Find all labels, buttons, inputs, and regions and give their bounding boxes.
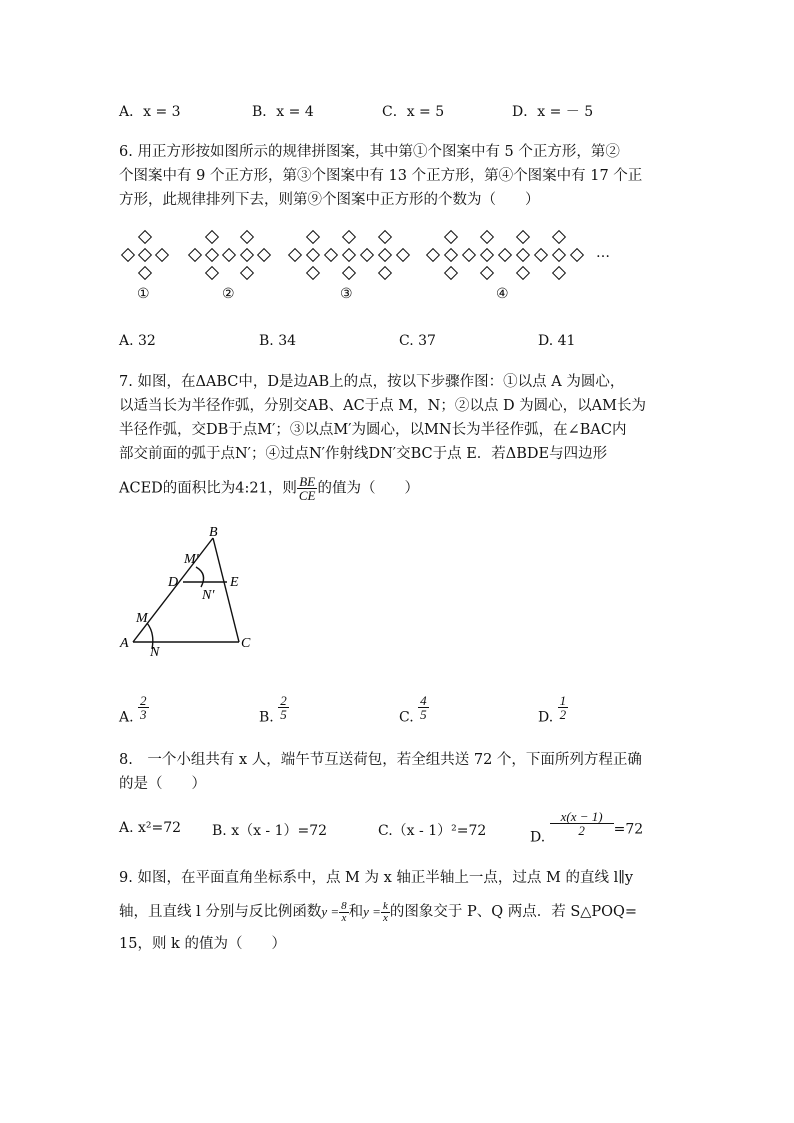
- square-shape: [378, 230, 392, 244]
- square-shape: [240, 266, 254, 280]
- q8-line-2: 的是（ ）: [119, 776, 206, 792]
- ellipsis: …: [596, 245, 610, 261]
- ratio-fraction: [297, 475, 318, 502]
- square-shape: [205, 266, 219, 280]
- q8-option-c: C.（x - 1）²=72: [378, 823, 487, 839]
- fraction-denominator: 2: [578, 823, 585, 838]
- square-shape: [378, 266, 392, 280]
- square-shape: [552, 266, 566, 280]
- q6-line-2: 个图案中有 9 个正方形，第③个图案中有 13 个正方形，第④个图案中有 17 个正: [119, 168, 643, 184]
- fraction-numerator: 1: [559, 693, 567, 708]
- ratio-numerator: BE: [297, 475, 318, 489]
- fraction-numerator: 2: [140, 693, 147, 708]
- function-2-fraction: [381, 901, 390, 924]
- square-shape: [444, 230, 458, 244]
- q7-line-3: 半径作弧，交DB于点M′；③以点M′为圆心，以MN长为半径作弧，在∠BAC内: [119, 422, 627, 438]
- square-shape: [306, 248, 320, 262]
- square-shape: [342, 266, 356, 280]
- q6-option-b: B. 34: [259, 333, 297, 349]
- square-shape: [288, 248, 302, 262]
- triangle-figure: [110, 525, 270, 660]
- square-shape: [552, 230, 566, 244]
- square-shape: [257, 248, 271, 262]
- point-e: E: [230, 575, 239, 590]
- option-letter: D.: [530, 829, 546, 846]
- q5-option-d: D．x = － 5: [512, 104, 594, 120]
- square-shape: [396, 248, 410, 262]
- figure-label-2: ②: [222, 286, 235, 302]
- point-b: B: [209, 525, 218, 540]
- square-shape: [498, 248, 512, 262]
- q7-line-5: [119, 475, 419, 502]
- square-shape: [324, 248, 338, 262]
- point-m: M: [136, 611, 148, 626]
- square-shape: [462, 248, 476, 262]
- function-1-numerator: 8: [341, 899, 347, 912]
- point-d: D: [168, 575, 179, 590]
- square-shape: [240, 230, 254, 244]
- q6-option-a: A. 32: [119, 333, 156, 349]
- square-shape: [516, 266, 530, 280]
- option-letter: B.: [259, 709, 274, 726]
- q5-option-a: A．x = 3: [119, 104, 181, 120]
- function-1-fraction: [339, 901, 349, 924]
- square-shape: [306, 266, 320, 280]
- q7-line-5-prefix: ACED的面积比为4:21，则: [119, 480, 297, 497]
- q8-option-a: A. x²=72: [119, 820, 182, 836]
- q9-line-2: [119, 900, 637, 924]
- q8-option-d: [530, 810, 643, 846]
- square-shape: [552, 248, 566, 262]
- q7-option-c: [399, 694, 429, 726]
- segment-bc: [213, 538, 239, 642]
- fraction-numerator: 4: [420, 693, 427, 708]
- square-shape: [205, 248, 219, 262]
- function-2-denominator: x: [382, 911, 388, 924]
- q8-line-1: 8. 一个小组共有 x 人，端午节互送荷包，若全组共送 72 个，下面所列方程正确: [119, 752, 642, 768]
- option-letter: C.: [399, 709, 414, 726]
- q9-line-2-suffix: 的图象交于 P、Q 两点．若 S△POQ=: [389, 904, 638, 920]
- q6-option-c: C. 37: [399, 333, 436, 349]
- point-n-prime: N′: [202, 588, 215, 603]
- square-shape: [570, 248, 584, 262]
- option-fraction: [550, 810, 614, 837]
- option-letter: A.: [119, 709, 134, 726]
- fraction-denominator: 5: [420, 707, 427, 722]
- q7-line-4: 部交前面的弧于点N′；④过点N′作射线DN′交BC于点 E．若ΔBDE与四边形: [119, 446, 608, 462]
- square-shape: [360, 248, 374, 262]
- q7-line-5-suffix: 的值为（ ）: [317, 480, 419, 497]
- q7-option-b: [259, 694, 289, 726]
- figure-label-4: ④: [496, 286, 509, 302]
- square-shape: [516, 230, 530, 244]
- option-letter: D.: [538, 709, 554, 726]
- q8-option-b: B. x（x - 1）=72: [212, 823, 328, 839]
- square-shape: [155, 248, 169, 262]
- fraction-denominator: 3: [140, 707, 147, 722]
- square-shape: [516, 248, 530, 262]
- point-a: A: [120, 636, 129, 651]
- figure-label-1: ①: [137, 286, 150, 302]
- option-fraction: [278, 694, 289, 721]
- q9-line-2-prefix: 轴，且直线 l 分别与反比例函数: [119, 904, 322, 920]
- q6-option-d: D. 41: [538, 333, 576, 349]
- square-shape: [534, 248, 548, 262]
- function-2-numerator: k: [382, 899, 388, 912]
- fraction-denominator: 5: [280, 707, 287, 722]
- q6-line-3: 方形，此规律排列下去，则第⑨个图案中正方形的个数为（ ）: [119, 192, 540, 208]
- point-m-prime: M′: [184, 552, 199, 567]
- square-shape: [342, 230, 356, 244]
- option-fraction: [418, 694, 429, 721]
- square-shape: [205, 230, 219, 244]
- square-shape: [188, 248, 202, 262]
- square-shape: [240, 248, 254, 262]
- arc-m-prime-n-prime: [196, 567, 204, 587]
- square-shape: [480, 266, 494, 280]
- square-shape: [480, 230, 494, 244]
- square-shape: [121, 248, 135, 262]
- square-shape: [378, 248, 392, 262]
- q5-option-b: B．x = 4: [252, 104, 314, 120]
- ratio-denominator: CE: [298, 488, 316, 503]
- q6-line-1: 6. 用正方形按如图所示的规律拼图案，其中第①个图案中有 5 个正方形，第②: [119, 144, 620, 160]
- point-n: N: [150, 645, 160, 660]
- option-rhs: =72: [613, 821, 644, 838]
- q7-line-2: 以适当长为半径作弧，分别交AB、AC于点 M，N；②以点 D 为圆心，以AM长为: [119, 398, 646, 414]
- square-shape: [444, 248, 458, 262]
- fraction-denominator: 2: [559, 707, 567, 722]
- square-shape: [306, 230, 320, 244]
- q7-option-a: [119, 694, 149, 726]
- and-text: 和: [348, 904, 364, 920]
- option-fraction: [138, 694, 149, 721]
- square-shape: [426, 248, 440, 262]
- q9-line-1: 9. 如图，在平面直角坐标系中，点 M 为 x 轴正半轴上一点，过点 M 的直线 l∥y: [119, 870, 634, 886]
- function-1-lhs: y =: [321, 904, 340, 919]
- function-1-denominator: x: [341, 911, 347, 924]
- fraction-numerator: 2: [280, 693, 287, 708]
- square-shape: [138, 230, 152, 244]
- q7-option-d: [538, 694, 568, 726]
- point-c: C: [241, 636, 251, 651]
- segment-ab: [133, 538, 213, 642]
- square-shape: [342, 248, 356, 262]
- square-shape: [138, 266, 152, 280]
- square-shape: [222, 248, 236, 262]
- square-shape: [480, 248, 494, 262]
- fraction-numerator: x(x − 1): [550, 810, 614, 824]
- option-fraction: [558, 694, 569, 721]
- square-shape: [444, 266, 458, 280]
- q9-line-3: 15，则 k 的值为（ ）: [119, 936, 286, 952]
- function-2-lhs: y =: [363, 904, 381, 919]
- square-shape: [138, 248, 152, 262]
- figure-label-3: ③: [340, 286, 353, 302]
- q7-line-1: 7. 如图，在ΔABC中，D是边AB上的点，按以下步骤作图：①以点 A 为圆心，: [119, 374, 625, 390]
- q5-option-c: C．x = 5: [382, 104, 445, 120]
